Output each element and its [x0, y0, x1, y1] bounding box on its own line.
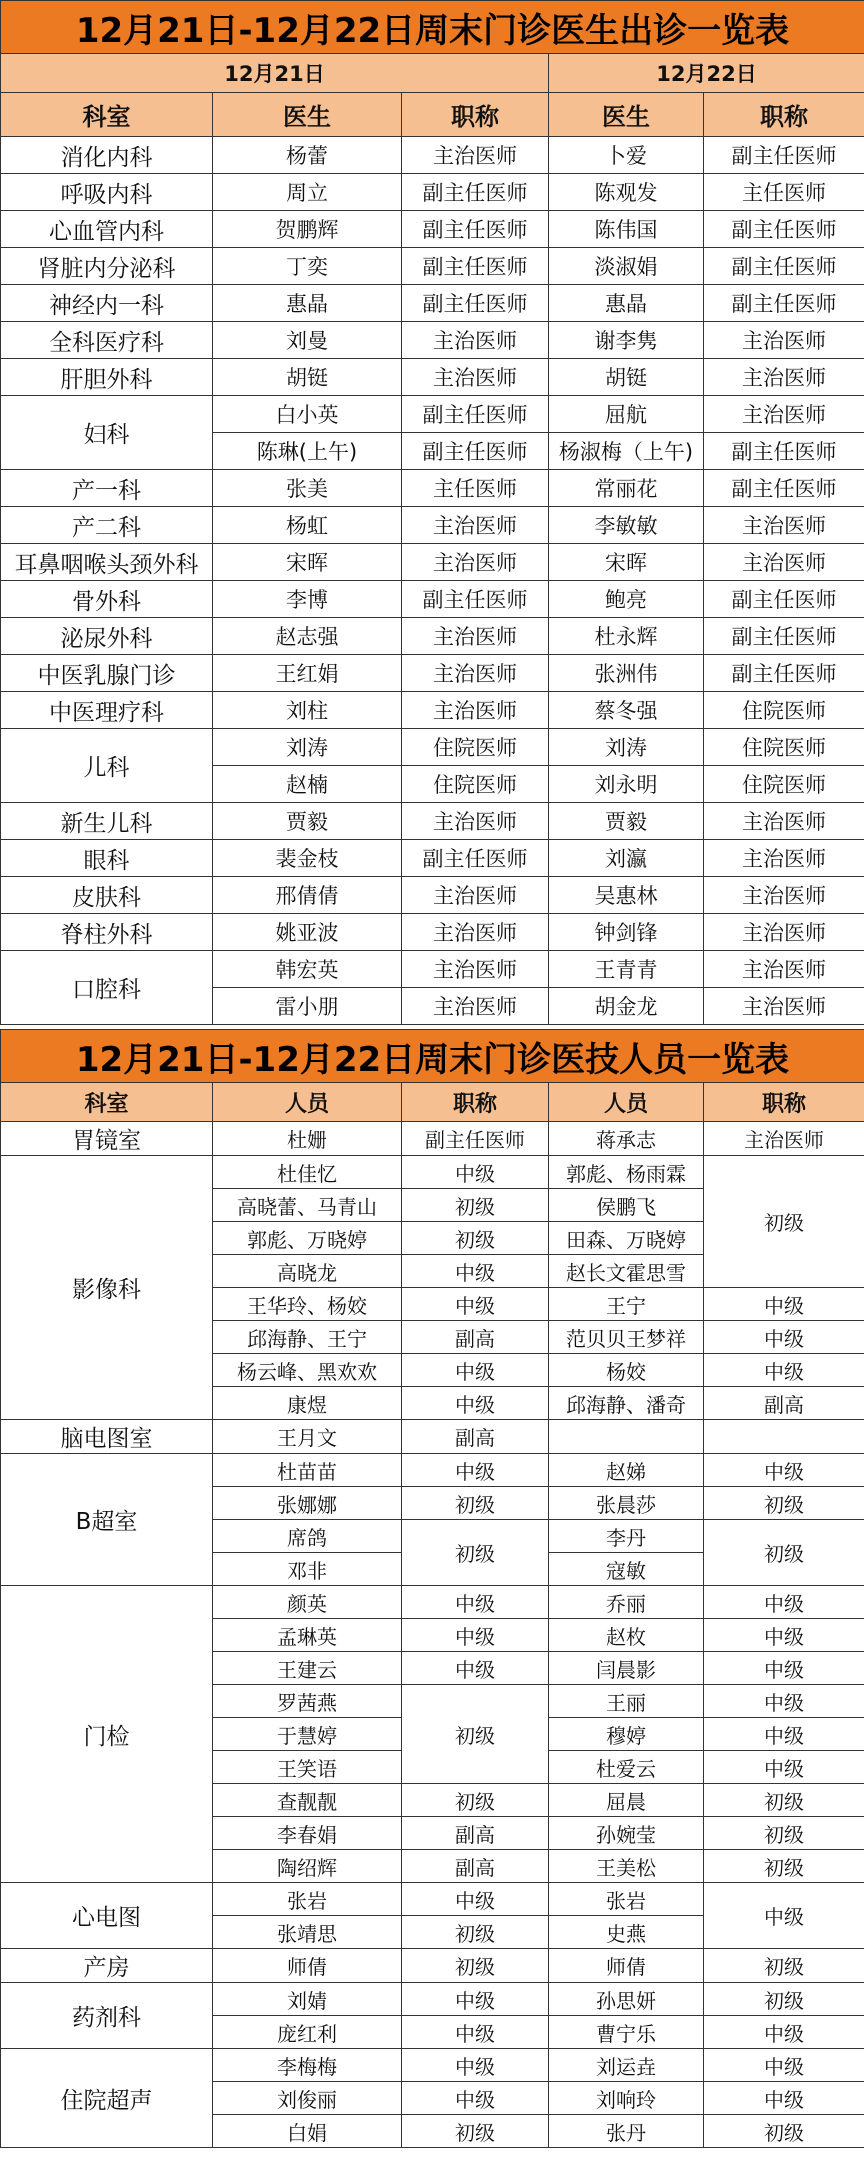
doctor-cell: 贺鹏辉: [213, 211, 402, 248]
title-cell: 中级: [704, 2049, 864, 2082]
table-row: [1, 211, 864, 248]
table-row: [1, 174, 864, 211]
date-header-2: 12月22日: [549, 54, 864, 93]
title-cell: 初级: [704, 2115, 864, 2148]
title-cell: 中级: [704, 1718, 864, 1751]
staff-cell: 郭彪、杨雨霖: [549, 1156, 704, 1189]
title-cell: 副高: [402, 1850, 549, 1883]
department-cell: 妇科: [1, 396, 213, 470]
department-cell: 产房: [1, 1949, 213, 1983]
table-row: [1, 1420, 864, 1454]
title-cell: 初级: [704, 1784, 864, 1817]
title-cell: 主治医师: [402, 914, 549, 951]
title-cell: 副高: [402, 1321, 549, 1354]
title-cell: 中级: [704, 2082, 864, 2115]
doctor-cell: 刘永明: [549, 766, 704, 803]
staff-cell: 蒋承志: [549, 1122, 704, 1156]
title-cell: 副主任医师: [704, 581, 864, 618]
doctor-cell: 邢倩倩: [213, 877, 402, 914]
staff-cell: 于慧婷: [213, 1718, 402, 1751]
title-cell: 中级: [402, 2049, 549, 2082]
title-cell: 中级: [704, 1619, 864, 1652]
staff-cell: 刘运垚: [549, 2049, 704, 2082]
staff-cell: 穆婷: [549, 1718, 704, 1751]
doctor-cell: 贾毅: [213, 803, 402, 840]
doctor-cell: 裴金枝: [213, 840, 402, 877]
doctor-cell: 淡淑娟: [549, 248, 704, 285]
staff-cell: 王宁: [549, 1288, 704, 1321]
title-cell: 初级: [704, 1487, 864, 1520]
doctor-cell: 吴惠林: [549, 877, 704, 914]
table-row: [1, 914, 864, 951]
doctor-cell: 卜爱: [549, 137, 704, 174]
title-cell: 主任医师: [704, 174, 864, 211]
staff-cell: 屈晨: [549, 1784, 704, 1817]
column-header-title-1: 职称: [402, 93, 549, 137]
table-row: [1, 137, 864, 174]
doctor-cell: 李博: [213, 581, 402, 618]
department-cell: 儿科: [1, 729, 213, 803]
department-cell: 神经内一科: [1, 285, 213, 322]
table-row: [1, 1586, 864, 1619]
staff-cell: 赵枚: [549, 1619, 704, 1652]
title-cell: 中级: [402, 1586, 549, 1619]
title-cell: 中级: [402, 1983, 549, 2016]
doctor-cell: 蔡冬强: [549, 692, 704, 729]
title-cell: 初级: [704, 1817, 864, 1850]
staff-cell: 曹宁乐: [549, 2016, 704, 2049]
staff-cell: 郭彪、万晓婷: [213, 1222, 402, 1255]
table-row: [1, 1156, 864, 1189]
staff-cell: 高晓蕾、马青山: [213, 1189, 402, 1222]
title-cell: 副高: [704, 1387, 864, 1420]
title-cell: 副高: [402, 1420, 549, 1454]
department-cell: 新生儿科: [1, 803, 213, 840]
staff-cell: 杜佳忆: [213, 1156, 402, 1189]
column-header-staff-2: 人员: [549, 1083, 704, 1122]
doctor-cell: 赵楠: [213, 766, 402, 803]
title-cell: 副主任医师: [704, 655, 864, 692]
title-cell: 初级: [402, 1784, 549, 1817]
doctor-cell: 刘涛: [549, 729, 704, 766]
title-cell: 副主任医师: [704, 248, 864, 285]
staff-cell: 白娟: [213, 2115, 402, 2148]
date-header-1: 12月21日: [1, 54, 549, 93]
title-cell: 副主任医师: [402, 581, 549, 618]
title-cell: 初级: [402, 1685, 549, 1784]
staff-cell: 庞红利: [213, 2016, 402, 2049]
staff-cell: 颜英: [213, 1586, 402, 1619]
title-cell: 主治医师: [704, 322, 864, 359]
title-cell: 中级: [402, 1387, 549, 1420]
staff-cell: 寇敏: [549, 1553, 704, 1586]
title-cell: 主治医师: [402, 322, 549, 359]
table-row: [1, 581, 864, 618]
title-cell: 中级: [704, 2016, 864, 2049]
doctor-cell: 刘柱: [213, 692, 402, 729]
table-row: [1, 359, 864, 396]
title-cell: 中级: [402, 1288, 549, 1321]
staff-cell: 王丽: [549, 1685, 704, 1718]
staff-cell: 王月文: [213, 1420, 402, 1454]
doctor-cell: 惠晶: [549, 285, 704, 322]
staff-cell: 邱海静、潘奇: [549, 1387, 704, 1420]
doctor-cell: 杨淑梅（上午): [549, 433, 704, 470]
title-cell: 副主任医师: [402, 396, 549, 433]
staff-cell: 张靖思: [213, 1916, 402, 1949]
title-cell: 中级: [402, 1454, 549, 1487]
staff-cell: 刘响玲: [549, 2082, 704, 2115]
doctor-cell: 雷小朋: [213, 988, 402, 1025]
staff-cell: 孟琳英: [213, 1619, 402, 1652]
title-cell: 主治医师: [402, 137, 549, 174]
department-cell: 耳鼻咽喉头颈外科: [1, 544, 213, 581]
title-cell: 主任医师: [402, 470, 549, 507]
doctor-cell: 韩宏英: [213, 951, 402, 988]
table-row: [1, 840, 864, 877]
title-cell: 住院医师: [704, 766, 864, 803]
title-cell: 主治医师: [704, 951, 864, 988]
title-cell: 中级: [402, 1354, 549, 1387]
column-header-doctor-1: 医生: [213, 93, 402, 137]
staff-cell: 陶绍辉: [213, 1850, 402, 1883]
table-row: [1, 470, 864, 507]
column-header-title-1: 职称: [402, 1083, 549, 1122]
staff-cell: 王美松: [549, 1850, 704, 1883]
title-cell: 中级: [704, 1652, 864, 1685]
table-row: [1, 951, 864, 988]
title-cell: 主治医师: [402, 988, 549, 1025]
department-cell: 肝胆外科: [1, 359, 213, 396]
doctor-cell: 陈观发: [549, 174, 704, 211]
staff-cell: 邓非: [213, 1553, 402, 1586]
staff-cell: 赵娣: [549, 1454, 704, 1487]
doctor-cell: 张洲伟: [549, 655, 704, 692]
title-cell: 主治医师: [402, 877, 549, 914]
title-cell: 中级: [704, 1751, 864, 1784]
table-row: [1, 285, 864, 322]
title-cell: 副主任医师: [704, 618, 864, 655]
doctor-cell: 鲍亮: [549, 581, 704, 618]
title-cell: 中级: [402, 2082, 549, 2115]
title-cell: 中级: [704, 1288, 864, 1321]
title-cell: 住院医师: [704, 692, 864, 729]
department-cell: 影像科: [1, 1156, 213, 1420]
doctor-cell: 钟剑锋: [549, 914, 704, 951]
title-cell: 主治医师: [402, 692, 549, 729]
staff-cell: 杜苗苗: [213, 1454, 402, 1487]
department-cell: 眼科: [1, 840, 213, 877]
department-cell: 骨外科: [1, 581, 213, 618]
department-cell: 呼吸内科: [1, 174, 213, 211]
title-cell: 中级: [704, 1883, 864, 1949]
title-cell: 主治医师: [704, 507, 864, 544]
table-row: [1, 618, 864, 655]
table-row: [1, 544, 864, 581]
title-cell: 主治医师: [704, 396, 864, 433]
staff-cell: 李春娟: [213, 1817, 402, 1850]
staff-cell: 邱海静、王宁: [213, 1321, 402, 1354]
doctor-cell: 杜永辉: [549, 618, 704, 655]
column-header-title-2: 职称: [704, 1083, 864, 1122]
table-row: [1, 1983, 864, 2016]
doctor-cell: 王青青: [549, 951, 704, 988]
department-cell: 住院超声: [1, 2049, 213, 2148]
title-cell: 副主任医师: [402, 174, 549, 211]
title-cell: 中级: [402, 2016, 549, 2049]
title-cell: 住院医师: [402, 729, 549, 766]
title-cell: 主治医师: [704, 1122, 864, 1156]
doctor-cell: 陈琳(上午): [213, 433, 402, 470]
table-row: [1, 729, 864, 766]
title-cell: 副主任医师: [402, 248, 549, 285]
staff-cell: 赵长文霍思雪: [549, 1255, 704, 1288]
doctors-table: [0, 0, 864, 1025]
title-cell: 副主任医师: [402, 211, 549, 248]
staff-cell: 孙婉莹: [549, 1817, 704, 1850]
staff-cell: 杨姣: [549, 1354, 704, 1387]
table-row: [1, 396, 864, 433]
title-cell: 副主任医师: [402, 433, 549, 470]
title-cell: 中级: [402, 1883, 549, 1916]
staff-cell: 孙思妍: [549, 1983, 704, 2016]
title-cell: 副主任医师: [704, 137, 864, 174]
table-row: [1, 2049, 864, 2082]
doctor-cell: 白小英: [213, 396, 402, 433]
doctor-cell: 刘涛: [213, 729, 402, 766]
table-row: [1, 1122, 864, 1156]
title-cell: 副高: [402, 1817, 549, 1850]
staff-cell: 杜姗: [213, 1122, 402, 1156]
department-cell: 口腔科: [1, 951, 213, 1025]
staff-cell: 王华玲、杨姣: [213, 1288, 402, 1321]
doctor-cell: 宋晖: [549, 544, 704, 581]
staff-cell: 范贝贝王梦祥: [549, 1321, 704, 1354]
staff-cell: 康煜: [213, 1387, 402, 1420]
doctor-cell: 姚亚波: [213, 914, 402, 951]
staff-cell: 张晨莎: [549, 1487, 704, 1520]
table-row: [1, 803, 864, 840]
doctor-cell: 周立: [213, 174, 402, 211]
staff-cell: 闫晨影: [549, 1652, 704, 1685]
staff-cell: 李丹: [549, 1520, 704, 1553]
title-cell: 主治医师: [402, 655, 549, 692]
department-cell: 消化内科: [1, 137, 213, 174]
department-cell: 心血管内科: [1, 211, 213, 248]
department-cell: 脊柱外科: [1, 914, 213, 951]
doctor-cell: 胡铤: [549, 359, 704, 396]
doctor-cell: 胡铤: [213, 359, 402, 396]
staff-cell: 张岩: [213, 1883, 402, 1916]
staff-cell: 张丹: [549, 2115, 704, 2148]
title-cell: 副主任医师: [704, 211, 864, 248]
department-cell: 产二科: [1, 507, 213, 544]
staff-cell: [549, 1420, 704, 1454]
title-cell: 初级: [704, 1850, 864, 1883]
staff-cell: 席鸽: [213, 1520, 402, 1553]
column-header-dept: 科室: [1, 1083, 213, 1122]
table-row: [1, 322, 864, 359]
title-cell: 主治医师: [704, 914, 864, 951]
table-row: [1, 248, 864, 285]
title-cell: 中级: [402, 1652, 549, 1685]
title-cell: 初级: [402, 2115, 549, 2148]
column-header-dept: 科室: [1, 93, 213, 137]
title-cell: 主治医师: [704, 840, 864, 877]
doctor-cell: 陈伟国: [549, 211, 704, 248]
column-header-title-2: 职称: [704, 93, 864, 137]
title-cell: 中级: [704, 1354, 864, 1387]
staff-cell: 王笑语: [213, 1751, 402, 1784]
department-cell: 产一科: [1, 470, 213, 507]
staff-cell: 侯鹏飞: [549, 1189, 704, 1222]
doctor-cell: 刘瀛: [549, 840, 704, 877]
title-cell: 中级: [704, 1685, 864, 1718]
title-cell: 副主任医师: [402, 840, 549, 877]
title-cell: 住院医师: [704, 729, 864, 766]
table-row: [1, 1883, 864, 1916]
doctor-cell: 杨蕾: [213, 137, 402, 174]
title-cell: 初级: [402, 1189, 549, 1222]
staff-cell: 杜爱云: [549, 1751, 704, 1784]
doctor-cell: 贾毅: [549, 803, 704, 840]
table-row: [1, 1949, 864, 1983]
staff-cell: 田森、万晓婷: [549, 1222, 704, 1255]
doctor-cell: 胡金龙: [549, 988, 704, 1025]
doctor-cell: 王红娟: [213, 655, 402, 692]
title-cell: 主治医师: [704, 803, 864, 840]
doctor-cell: 惠晶: [213, 285, 402, 322]
column-header-doctor-2: 医生: [549, 93, 704, 137]
table-row: [1, 1454, 864, 1487]
title-cell: 副主任医师: [704, 433, 864, 470]
department-cell: 心电图: [1, 1883, 213, 1949]
staff-cell: 王建云: [213, 1652, 402, 1685]
title-cell: 主治医师: [402, 544, 549, 581]
title-cell: 副主任医师: [402, 285, 549, 322]
staff-cell: 张岩: [549, 1883, 704, 1916]
staff-cell: 师倩: [213, 1949, 402, 1983]
doctor-cell: 杨虹: [213, 507, 402, 544]
staff-cell: 刘俊丽: [213, 2082, 402, 2115]
table-row: [1, 655, 864, 692]
doctor-cell: 张美: [213, 470, 402, 507]
title-cell: 初级: [402, 1520, 549, 1586]
title-cell: 初级: [402, 1487, 549, 1520]
doctor-cell: 赵志强: [213, 618, 402, 655]
table-row: [1, 507, 864, 544]
title-cell: 主治医师: [704, 544, 864, 581]
doctor-cell: 丁奕: [213, 248, 402, 285]
doctor-cell: 谢李隽: [549, 322, 704, 359]
title-cell: 主治医师: [402, 803, 549, 840]
title-cell: 主治医师: [402, 359, 549, 396]
department-cell: B超室: [1, 1454, 213, 1586]
title-cell: 初级: [704, 1949, 864, 1983]
title-cell: 初级: [704, 1156, 864, 1288]
title-cell: 主治医师: [704, 877, 864, 914]
title-cell: 中级: [402, 1619, 549, 1652]
title-cell: 初级: [402, 1222, 549, 1255]
doctor-cell: 屈航: [549, 396, 704, 433]
doctor-cell: 常丽花: [549, 470, 704, 507]
title-cell: 主治医师: [402, 507, 549, 544]
staff-cell: 李梅梅: [213, 2049, 402, 2082]
title-cell: 副主任医师: [402, 1122, 549, 1156]
title-cell: 主治医师: [704, 359, 864, 396]
department-cell: 全科医疗科: [1, 322, 213, 359]
staff-cell: 乔丽: [549, 1586, 704, 1619]
department-cell: 中医乳腺门诊: [1, 655, 213, 692]
title-cell: 初级: [704, 1983, 864, 2016]
department-cell: 泌尿外科: [1, 618, 213, 655]
title-cell: 中级: [704, 1321, 864, 1354]
department-cell: 药剂科: [1, 1983, 213, 2049]
staff-cell: 史燕: [549, 1916, 704, 1949]
staff-cell: 张娜娜: [213, 1487, 402, 1520]
title-cell: 初级: [704, 1520, 864, 1586]
department-cell: 脑电图室: [1, 1420, 213, 1454]
title-cell: 住院医师: [402, 766, 549, 803]
staff-cell: 杨云峰、黑欢欢: [213, 1354, 402, 1387]
staff-cell: 师倩: [549, 1949, 704, 1983]
department-cell: 皮肤科: [1, 877, 213, 914]
title-cell: 中级: [704, 1586, 864, 1619]
title-cell: 初级: [402, 1916, 549, 1949]
department-cell: 门检: [1, 1586, 213, 1883]
department-cell: 中医理疗科: [1, 692, 213, 729]
title-cell: 主治医师: [402, 618, 549, 655]
column-header-staff-1: 人员: [213, 1083, 402, 1122]
table-row: [1, 877, 864, 914]
title-cell: 中级: [402, 1156, 549, 1189]
title-cell: 副主任医师: [704, 470, 864, 507]
tech-table-title: 12月21日-12月22日周末门诊医技人员一览表: [1, 1030, 864, 1083]
doctor-cell: 刘曼: [213, 322, 402, 359]
staff-cell: 刘婧: [213, 1983, 402, 2016]
staff-cell: 高晓龙: [213, 1255, 402, 1288]
staff-cell: 罗茜燕: [213, 1685, 402, 1718]
title-cell: 中级: [704, 1454, 864, 1487]
title-cell: 主治医师: [402, 951, 549, 988]
staff-cell: 查靓靓: [213, 1784, 402, 1817]
doctor-cell: 李敏敏: [549, 507, 704, 544]
doctor-cell: 宋晖: [213, 544, 402, 581]
title-cell: 副主任医师: [704, 285, 864, 322]
title-cell: 中级: [402, 1255, 549, 1288]
doctors-table-title: 12月21日-12月22日周末门诊医生出诊一览表: [1, 1, 864, 54]
title-cell: [704, 1420, 864, 1454]
title-cell: 初级: [402, 1949, 549, 1983]
department-cell: 肾脏内分泌科: [1, 248, 213, 285]
department-cell: 胃镜室: [1, 1122, 213, 1156]
title-cell: 主治医师: [704, 988, 864, 1025]
table-row: [1, 692, 864, 729]
tech-table: [0, 1029, 864, 2148]
